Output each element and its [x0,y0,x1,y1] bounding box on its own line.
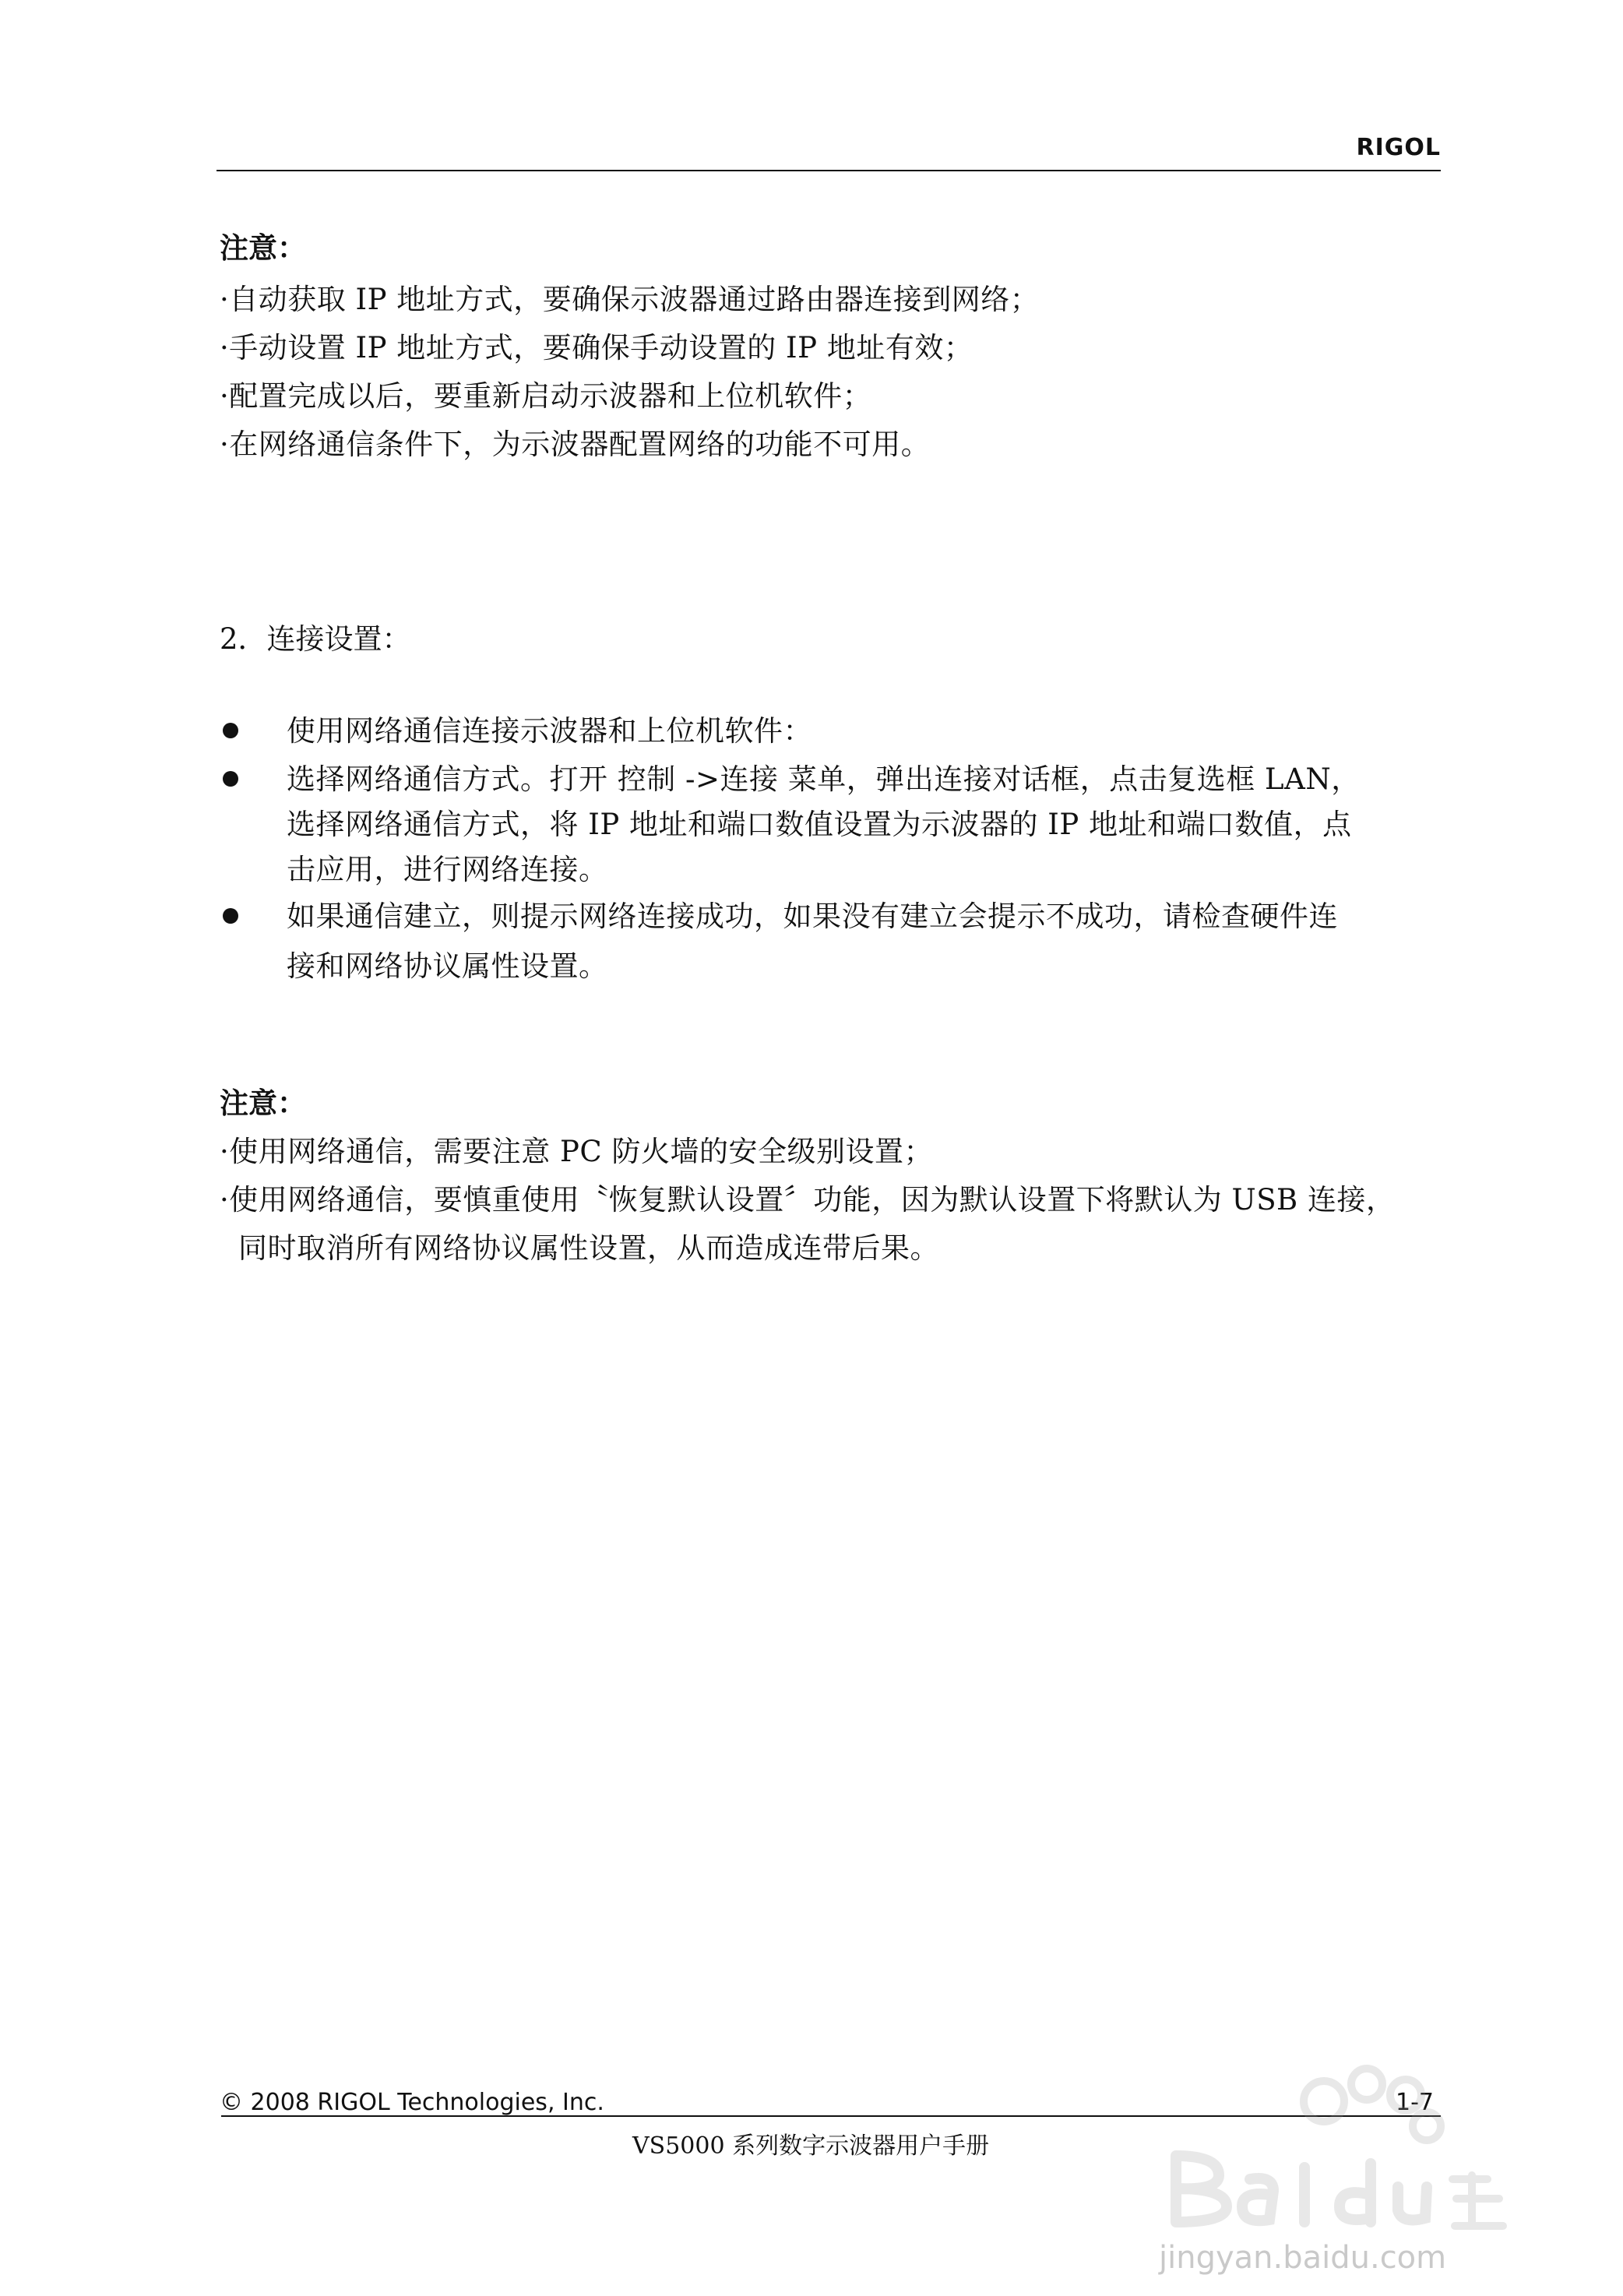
bullet-line: 接和网络协议属性设置。 [287,949,608,983]
bullet-dot [223,723,238,738]
bullet-dot [223,771,238,787]
footer-copyright: © 2008 RIGOL Technologies, Inc. [220,2089,604,2116]
bullet-line: 使用网络通信连接示波器和上位机软件： [287,714,812,748]
note1-item: ·配置完成以后，要重新启动示波器和上位机软件； [220,379,872,413]
note1-item: ·在网络通信条件下，为示波器配置网络的功能不可用。 [220,428,931,461]
bullet-dot [223,908,238,924]
bullet-line: 选择网络通信方式，将 IP 地址和端口数值设置为示波器的 IP 地址和端口数值，点 [287,808,1352,841]
note2-item: ·使用网络通信，需要注意 PC 防火墙的安全级别设置； [220,1135,933,1168]
header-brand: RIGOL [1356,134,1441,161]
note2-title: 注意： [220,1086,306,1120]
note2-item: ·使用网络通信，要慎重使用〝恢复默认设置〞功能，因为默认设置下将默认为 USB 连接， [220,1183,1396,1217]
baidu-watermark-logo [1145,2039,1519,2241]
header-rule [217,170,1441,171]
note1-title: 注意： [220,231,306,265]
section2-heading: 2．连接设置： [220,622,411,656]
footer-title: VS5000 系列数字示波器用户手册 [632,2132,990,2160]
note2-item: 同时取消所有网络协议属性设置，从而造成连带后果。 [238,1231,939,1265]
note1-item: ·手动设置 IP 地址方式，要确保手动设置的 IP 地址有效； [220,331,973,364]
bullet-line: 击应用，进行网络连接。 [287,853,608,886]
note1-item: ·自动获取 IP 地址方式，要确保示波器通过路由器连接到网络； [220,283,1040,316]
bullet-line: 如果通信建立，则提示网络连接成功，如果没有建立会提示不成功，请检查硬件连 [287,900,1338,933]
footer-page-number: 1-7 [1396,2089,1434,2116]
watermark-url: jingyan.baidu.com [1159,2240,1447,2276]
bullet-line: 选择网络通信方式。打开 控制 ->连接 菜单，弹出连接对话框，点击复选框 LAN， [287,762,1361,796]
